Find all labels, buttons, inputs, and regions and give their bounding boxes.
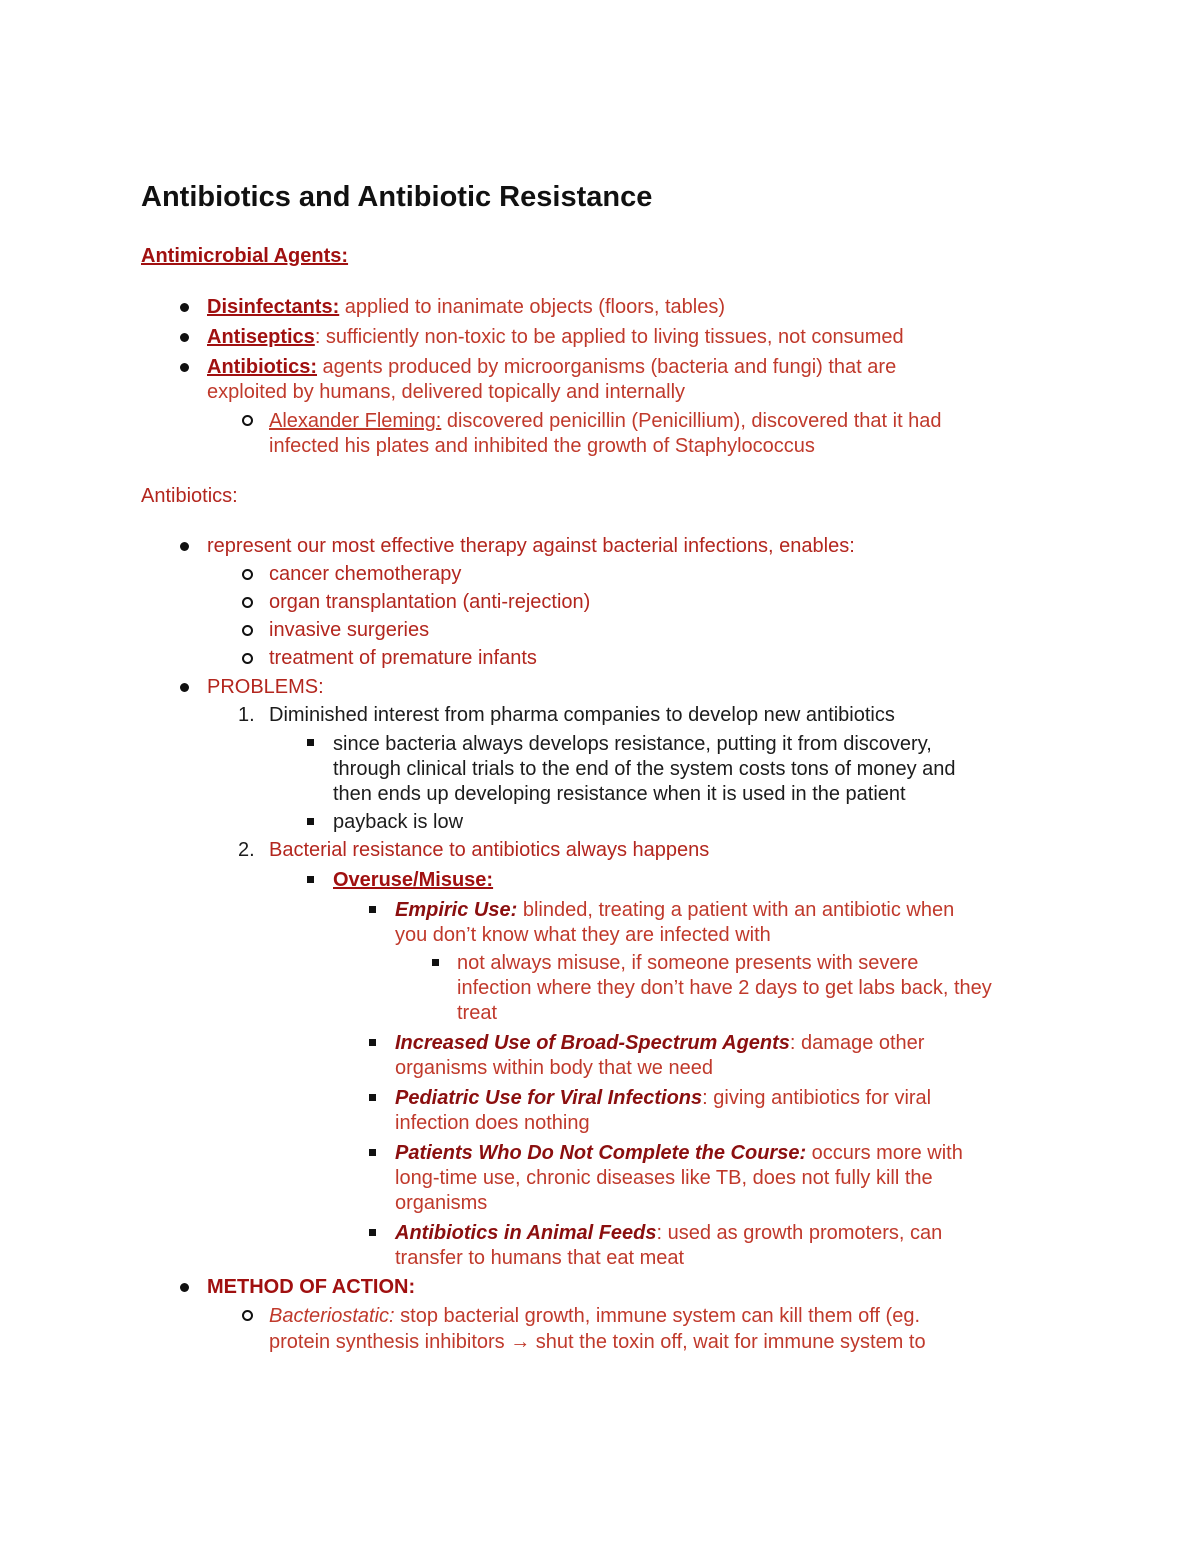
problems-label: PROBLEMS: — [207, 676, 324, 698]
term-text: : sufficiently non-toxic to be applied to living tissues, not consumed — [314, 326, 904, 348]
square-bullet-icon — [307, 818, 314, 825]
term-label: Alexander Fleming: — [269, 410, 442, 432]
empiric-detail: not always misuse, if someone presents with severe — [457, 952, 919, 974]
hollow-bullet-icon — [242, 569, 253, 580]
list-item-continuation: organisms — [395, 1192, 488, 1214]
list-item-enable: treatment of premature infants — [269, 647, 537, 669]
square-bullet-icon — [369, 1094, 376, 1101]
problem-1-detail: then ends up developing resistance when it is used in the patient — [333, 783, 906, 805]
hollow-bullet-icon — [242, 625, 253, 636]
list-item-empiric — [395, 898, 954, 922]
term-label: Antibiotics in Animal Feeds — [395, 1222, 657, 1244]
term-label: Antiseptics — [207, 326, 315, 348]
bullet-icon — [180, 333, 189, 342]
square-bullet-icon — [307, 876, 314, 883]
list-item-animal-feeds — [395, 1221, 942, 1245]
hollow-bullet-icon — [242, 415, 253, 426]
term-label: Increased Use of Broad-Spectrum Agents — [395, 1032, 790, 1054]
list-item-continuation: organisms within body that we need — [395, 1057, 713, 1079]
hollow-bullet-icon — [242, 1310, 253, 1321]
term-label: Bacteriostatic: — [269, 1305, 395, 1327]
term-text: stop bacterial growth, immune system can kill them off (eg. — [394, 1305, 921, 1327]
bullet-icon — [180, 303, 189, 312]
bullet-icon — [180, 542, 189, 551]
antimicrobial-heading: Antimicrobial Agents: — [141, 245, 349, 267]
list-item-continuation: you don’t know what they are infected with — [395, 924, 771, 946]
overuse-heading: Overuse/Misuse: — [333, 869, 494, 891]
problem-2-text: Bacterial resistance to antibiotics always happens — [269, 839, 710, 861]
term-text: occurs more with — [806, 1142, 963, 1164]
problem-1-text: Diminished interest from pharma companies to develop new antibiotics — [269, 704, 895, 726]
list-item-continuation: infection does nothing — [395, 1112, 590, 1134]
bullet-icon — [180, 1283, 189, 1292]
term-text: : used as growth promoters, can — [656, 1222, 943, 1244]
term-text: agents produced by microorganisms (bacteria and fungi) that are — [317, 356, 897, 378]
term-label: Antibiotics: — [207, 356, 317, 378]
square-bullet-icon — [369, 1229, 376, 1236]
hollow-bullet-icon — [242, 653, 253, 664]
list-item-course — [395, 1141, 963, 1165]
list-number: 2. — [238, 839, 255, 861]
antibiotics-heading: Antibiotics: — [141, 485, 238, 507]
term-text: blinded, treating a patient with an antibiotic when — [517, 899, 955, 921]
list-item-enable: cancer chemotherapy — [269, 563, 462, 585]
list-item-enable: invasive surgeries — [269, 619, 430, 641]
list-item-continuation: long-time use, chronic diseases like TB, does not fully kill the — [395, 1167, 933, 1189]
term-text: : giving antibiotics for viral — [702, 1087, 932, 1109]
list-item-continuation: exploited by humans, delivered topically and internally — [207, 381, 686, 403]
term-text: discovered penicillin (Penicillium), discovered that it had — [441, 410, 942, 432]
square-bullet-icon — [307, 739, 314, 746]
problem-1-detail: through clinical trials to the end of the system costs tons of money and — [333, 758, 956, 780]
problem-1-detail: since bacteria always develops resistance, putting it from discovery, — [333, 733, 932, 755]
list-item-fleming — [269, 409, 942, 433]
list-number: 1. — [238, 704, 255, 726]
list-item-continuation: infected his plates and inhibited the growth of Staphylococcus — [269, 435, 815, 457]
list-item-represent: represent our most effective therapy against bacterial infections, enables: — [207, 535, 855, 557]
list-item-continuation: transfer to humans that eat meat — [395, 1247, 685, 1269]
term-label: Disinfectants: — [207, 296, 340, 318]
term-label: Empiric Use: — [395, 899, 518, 921]
list-item-enable: organ transplantation (anti-rejection) — [269, 591, 591, 613]
bullet-icon — [180, 683, 189, 692]
square-bullet-icon — [369, 1039, 376, 1046]
method-heading: METHOD OF ACTION: — [207, 1276, 416, 1298]
square-bullet-icon — [369, 906, 376, 913]
list-item-bacteriostatic — [269, 1304, 920, 1328]
hollow-bullet-icon — [242, 597, 253, 608]
list-item-antiseptics — [207, 325, 904, 349]
list-item-continuation: protein synthesis inhibitors → shut the toxin off, wait for immune system to — [269, 1331, 926, 1353]
empiric-detail: treat — [457, 1002, 498, 1024]
empiric-detail: infection where they don’t have 2 days to get labs back, they — [457, 977, 992, 999]
term-label: Patients Who Do Not Complete the Course: — [395, 1142, 807, 1164]
list-item-pediatric — [395, 1086, 931, 1110]
list-item-broad-spectrum — [395, 1031, 924, 1055]
term-text: : damage other — [789, 1032, 925, 1054]
page-title: Antibiotics and Antibiotic Resistance — [141, 181, 653, 213]
list-item-disinfectants — [207, 295, 725, 319]
square-bullet-icon — [432, 959, 439, 966]
square-bullet-icon — [369, 1149, 376, 1156]
bullet-icon — [180, 363, 189, 372]
list-item-antibiotics — [207, 355, 896, 379]
problem-1-payback: payback is low — [333, 811, 464, 833]
term-label: Pediatric Use for Viral Infections — [395, 1087, 703, 1109]
term-text: applied to inanimate objects (floors, tables) — [339, 296, 726, 318]
